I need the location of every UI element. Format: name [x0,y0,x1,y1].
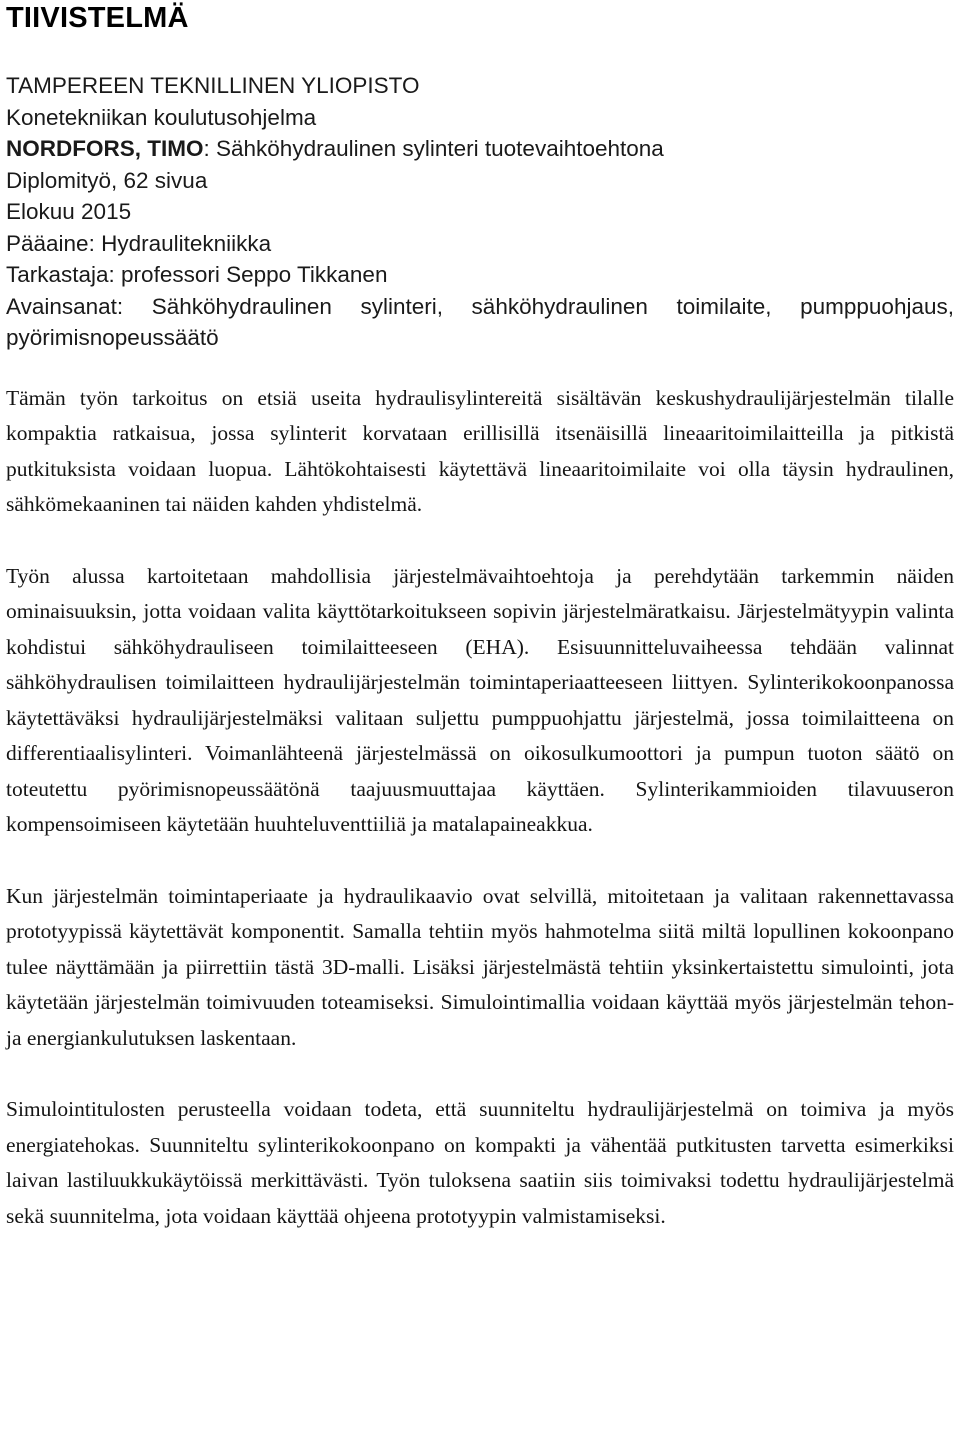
author-name: NORDFORS, TIMO [6,136,204,161]
page-title: TIIVISTELMÄ [6,2,189,34]
thesis-info: Diplomityö, 62 sivua [6,167,208,193]
examiner: Tarkastaja: professori Seppo Tikkanen [6,262,388,287]
thesis-title: : Sähköhydraulinen sylinteri tuotevaihtoehtona [203,136,664,161]
thesis-metadata [6,70,954,354]
abstract-paragraph-2: Työn alussa kartoitetaan mahdollisia järjestelmävaihtoehtoja ja perehdytään tarkemmin näiden ominaisuuksin, jotta voidaan valita käyttötarkoitukseen sopivin järjestelmäratkaisu. Järjestelmätyypin valinta kohdistui sähköhydrauliseen toimilaitteeseen (EHA). Esisuunnitteluvaiheessa tehdään valinnat sähköhydraulisen toimilaitteen hydraulijärjestelmän toimintaperiaatteeseen liittyen. Sylinterikokoonpanossa käytettäväksi hydraulijärjestelmäksi valitaan suljettu pumppuohjattu järjestelmä, jossa toimilaitteena on differentiaalisylinteri. Voimanlähteenä järjestelmässä on oikosulkumoottori ja pumpun tuoton säätö on toteutettu pyörimisnopeussäätönä taajuusmuuttajaa käyttäen. Sylinterikammioiden tilavuuseron kompensoimiseen käytetään huuhteluventtiiliä ja matalapaineakkua. [6,563,954,836]
major-subject: Pääaine: Hydraulitekniikka [6,230,272,256]
abstract-paragraph-3: Kun järjestelmän toimintaperiaate ja hydraulikaavio ovat selvillä, mitoitetaan ja valitaan rakennettavassa prototyypissä käytettävät komponentit. Samalla tehtiin myös hahmotelma siitä miltä lopullinen kokoonpano tulee näyttämään ja piirrettiin tästä 3D-malli. Lisäksi järjestelmästä tehtiin yksinkertaistettu simulointi, jota käytetään järjestelmän toimivuuden toteamiseksi. Simulointimallia voidaan käyttää myös järjestelmän tehon- ja energiankulutuksen laskentaan. [6,883,954,1050]
university-name: TAMPEREEN TEKNILLINEN YLIOPISTO [6,73,420,98]
abstract-paragraph-1: Tämän työn tarkoitus on etsiä useita hydraulisylintereitä sisältävän keskushydraulijärjestelmän tilalle kompaktia ratkaisua, jossa sylinterit korvataan erillisillä itsenäisillä lineaaritoimilaitteilla ja pitkistä putkituksista voidaan luopua. Lähtökohtaisesti käytettävä lineaaritoimilaite voi olla täysin hydraulinen, sähkömekaaninen tai näiden kahden yhdistelmä. [6,385,954,516]
keywords: Avainsanat: Sähköhydraulinen sylinteri, sähköhydraulinen toimilaite, pumppuohjaus, pyörimisnopeussäätö [6,293,954,350]
author-and-title [6,133,954,165]
abstract-paragraph-4: Simulointitulosten perusteella voidaan todeta, että suunniteltu hydraulijärjestelmä on toimiva ja myös energiatehokas. Suunniteltu sylinterikokoonpano on kompakti ja vähentää putkitusten tarvetta esimerkiksi laivan lastiluukkukäytöissä merkittävästi. Työn tuloksena saatiin siis toimivaksi todettu hydraulijärjestelmä sekä suunnitelma, jota voidaan käyttää ohjeena prototyypin valmistamiseksi. [6,1097,954,1228]
degree-programme: Konetekniikan koulutusohjelma [6,104,317,130]
thesis-date: Elokuu 2015 [6,199,132,224]
